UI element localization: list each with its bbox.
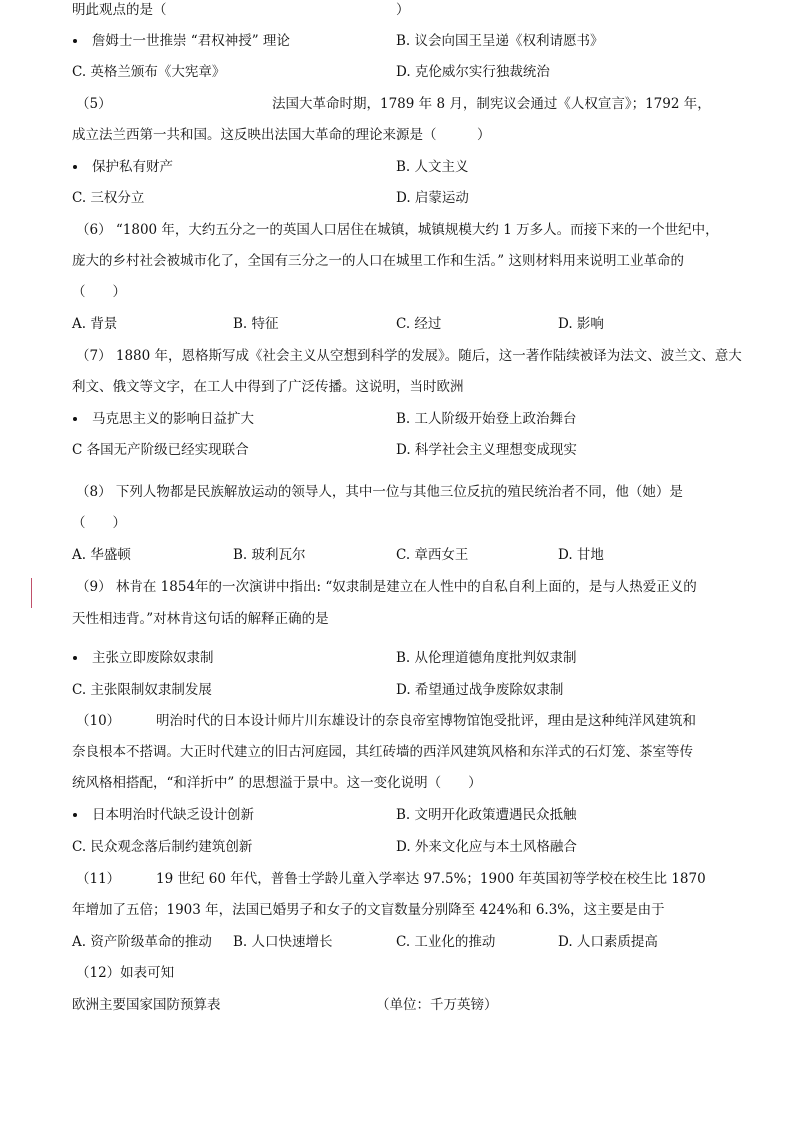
q9-option-d: D. 希望通过战争废除奴隶制 (396, 682, 564, 698)
q5-stem-line1: 法国大革命时期，1789 年 8 月，制宪议会通过《人权宣言》；1792 年， (272, 96, 711, 112)
q6-stem-line1: （6） “1800 年，大约五分之一的英国人口居住在城镇，城镇规模大约 1 万多人。而接下来的一个世纪中， (76, 222, 719, 238)
bullet-marker (73, 39, 77, 43)
q9-option-b: B. 从伦理道德角度批判奴隶制 (396, 650, 577, 666)
q7-option-d: D. 科学社会主义理想变成现实 (396, 442, 577, 458)
q6-option-a: A. 背景 (72, 316, 118, 332)
q10-stem-line3: 统风格相搭配，“和洋折中” 的思想溢于景中。这一变化说明（ ） (72, 775, 482, 791)
q8-stem-line2: （ ） (72, 515, 126, 531)
q11-option-b: B. 人口快速增长 (233, 934, 333, 950)
q5-number: （5） (76, 96, 112, 112)
q10-option-b: B. 文明开化政策遭遇民众抵触 (396, 807, 577, 823)
q11-stem-line2: 年增加了五倍；1903 年，法国已婚男子和女子的文盲数量分别降至 424%和 6.3%，这主要是由于 (72, 902, 665, 918)
q4-option-a: 詹姆士一世推崇 “君权神授” 理论 (92, 33, 290, 49)
q6-option-c: C. 经过 (396, 316, 442, 332)
bullet-marker (73, 165, 77, 169)
q10-stem-line1: 明治时代的日本设计师片川东雄设计的奈良帝室博物馆饱受批评，理由是这种纯洋风建筑和 (156, 713, 696, 729)
margin-mark (31, 578, 32, 608)
q5-option-a: 保护私有财产 (92, 159, 173, 175)
q7-option-a: 马克思主义的影响日益扩大 (92, 411, 254, 427)
q4-stem-end: 明此观点的是（ ） (72, 2, 410, 18)
q4-option-b: B. 议会向国王呈递《权利请愿书》 (396, 33, 604, 49)
q11-number: （11） (76, 871, 121, 887)
q9-stem-line1: （9） 林肯在 1854年的一次演讲中指出: “奴隶制是建立在人性中的自私自利上面的，是与人热爱正义的 (76, 579, 697, 595)
q10-option-a: 日本明治时代缺乏设计创新 (92, 807, 254, 823)
q11-option-c: C. 工业化的推动 (396, 934, 496, 950)
q7-stem-line1: （7） 1880 年，恩格斯写成《社会主义从空想到科学的发展》。随后，这一著作陆续被译为法文、波兰文、意大 (76, 348, 742, 364)
q5-option-b: B. 人文主义 (396, 159, 469, 175)
bullet-marker (73, 813, 77, 817)
q8-option-d: D. 甘地 (558, 547, 604, 563)
q6-option-b: B. 特征 (233, 316, 279, 332)
q5-option-d: D. 启蒙运动 (396, 190, 469, 206)
q6-option-d: D. 影响 (558, 316, 604, 332)
q8-option-a: A. 华盛顿 (72, 547, 131, 563)
q6-stem-line2: 庞大的乡村社会被城市化了，全国有三分之一的人口在城里工作和生活。” 这则材料用来说明工业革命的 (72, 253, 684, 269)
q11-option-d: D. 人口素质提高 (558, 934, 658, 950)
q10-option-d: D. 外来文化应与本土风格融合 (396, 839, 577, 855)
q12-stem: （12）如表可知 (76, 965, 175, 981)
q9-stem-line2: 天性相违背。”对林肯这句话的解释正确的是 (72, 611, 329, 627)
q8-option-c: C. 章西女王 (396, 547, 469, 563)
q6-stem-line3: （ ） (72, 284, 126, 300)
q8-option-b: B. 玻利瓦尔 (233, 547, 306, 563)
q11-stem-line1: 19 世纪 60 年代，普鲁士学龄儿童入学率达 97.5%；1900 年英国初等学校在校生比 1870 (156, 871, 706, 887)
q7-option-c: C 各国无产阶级已经实现联合 (72, 442, 249, 458)
q10-option-c: C. 民众观念落后制约建筑创新 (72, 839, 253, 855)
table-title: 欧洲主要国家国防预算表 (72, 997, 221, 1013)
q4-option-c: C. 英格兰颁布《大宪章》 (72, 64, 226, 80)
bullet-marker (73, 656, 77, 660)
q9-option-a: 主张立即废除奴隶制 (92, 650, 214, 666)
q7-option-b: B. 工人阶级开始登上政治舞台 (396, 411, 577, 427)
q10-stem-line2: 奈良根本不搭调。大正时代建立的旧古河庭园，其红砖墙的西洋风建筑风格和东洋式的石灯笼、茶室等传 (72, 744, 693, 760)
q8-stem-line1: （8） 下列人物都是民族解放运动的领导人，其中一位与其他三位反抗的殖民统治者不同，他（她）是 (76, 484, 683, 500)
q5-option-c: C. 三权分立 (72, 190, 145, 206)
q11-option-a: A. 资产阶级革命的推动 (72, 934, 212, 950)
q4-option-d: D. 克伦威尔实行独裁统治 (396, 64, 550, 80)
table-unit: （单位：千万英镑） (376, 997, 498, 1013)
q10-number: （10） (76, 713, 121, 729)
q7-stem-line2: 利文、俄文等文字，在工人中得到了广泛传播。这说明，当时欧洲 (72, 379, 464, 395)
bullet-marker (73, 417, 77, 421)
q9-option-c: C. 主张限制奴隶制发展 (72, 682, 212, 698)
q5-stem-line2: 成立法兰西第一共和国。这反映出法国大革命的理论来源是（ ） (72, 127, 491, 143)
